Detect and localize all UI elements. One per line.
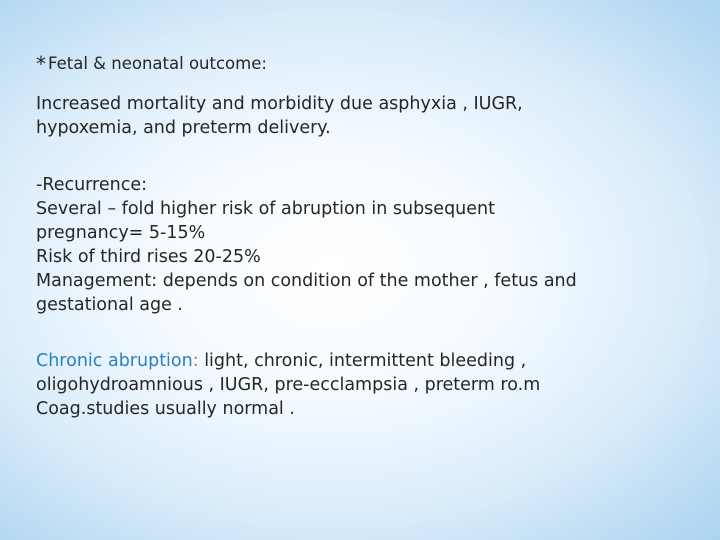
section-heading (36, 52, 267, 76)
asterisk-bullet-icon: * (36, 52, 46, 76)
spacer (36, 140, 686, 173)
chronic-abruption-term: Chronic abruption (36, 351, 193, 371)
management-line-1: Management: depends on condition of the mother , fetus and (36, 271, 577, 291)
spacer (36, 317, 686, 349)
outcome-line-2: hypoxemia, and preterm delivery. (36, 118, 331, 138)
chronic-line-1 (36, 349, 686, 373)
outcome-line-1: Increased mortality and morbidity due asphyxia , IUGR, (36, 94, 523, 114)
recurrence-line-3: Risk of third rises 20-25% (36, 247, 261, 267)
recurrence-title: -Recurrence: (36, 175, 148, 195)
chronic-colon: : (192, 351, 199, 371)
recurrence-line-1: Several – fold higher risk of abruption in subsequent (36, 199, 495, 219)
chronic-line-3: Coag.studies usually normal . (36, 399, 295, 419)
heading-text: Fetal & neonatal outcome: (48, 54, 267, 73)
chronic-line-2: oligohydroamnious , IUGR, pre-ecclampsia , preterm ro.m (36, 375, 541, 395)
recurrence-line-2: pregnancy= 5-15% (36, 223, 206, 243)
slide-body (36, 92, 686, 421)
chronic-line-1-rest: light, chronic, intermittent bleeding , (198, 351, 527, 371)
management-line-2: gestational age . (36, 295, 183, 315)
